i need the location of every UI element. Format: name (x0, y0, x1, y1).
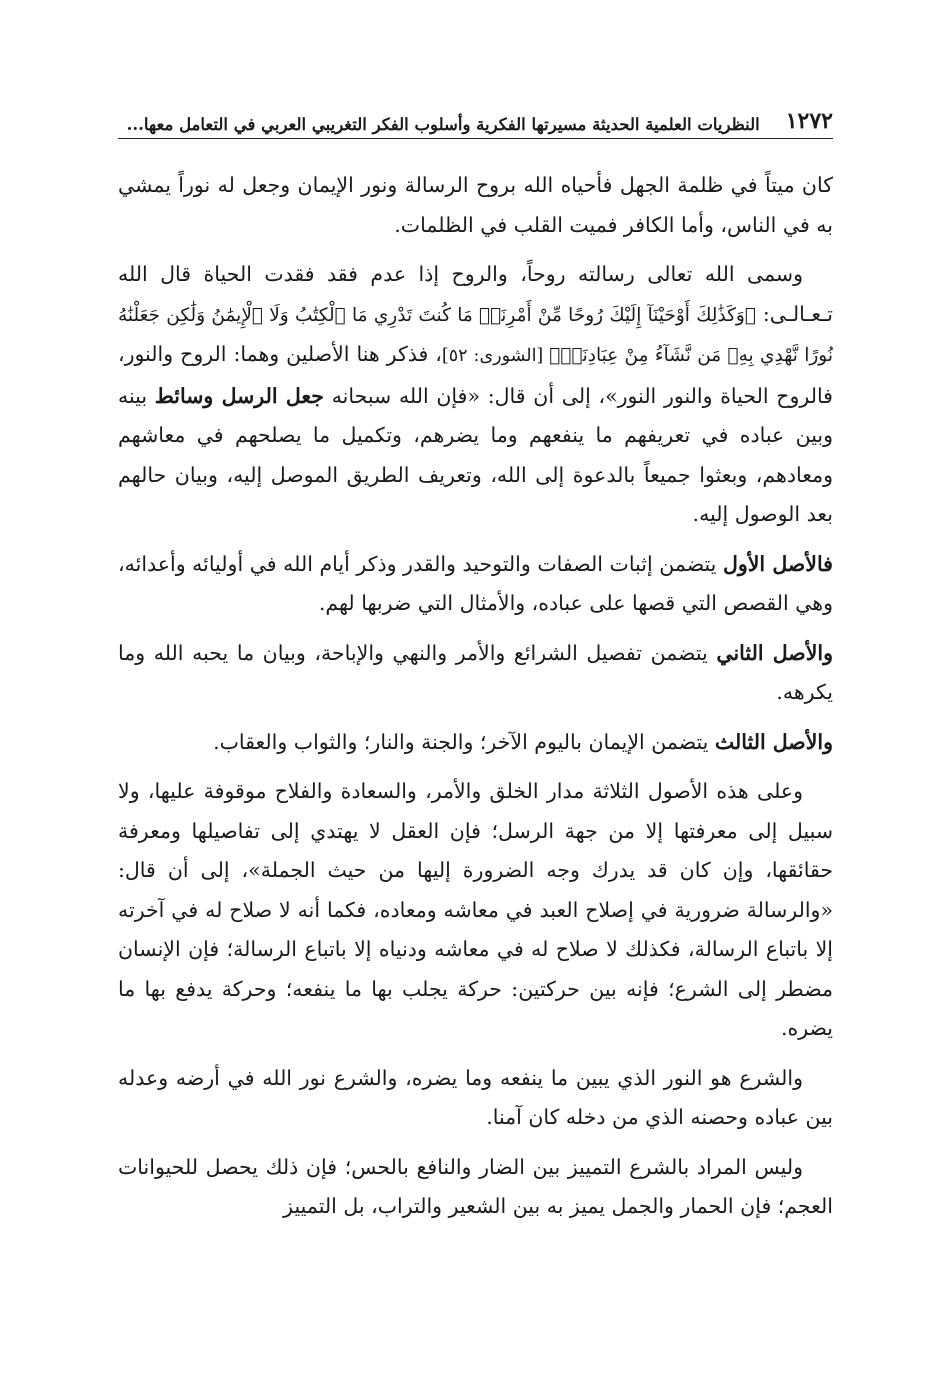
third-principle-text: يتضمن الإيمان باليوم الآخر؛ والجنة والنار؛ والثواب والعقاب. (213, 729, 715, 754)
paragraph-2 (118, 255, 833, 535)
page-header (118, 98, 833, 134)
paragraph-2-bold: جعل الرسل وسائط (154, 383, 324, 408)
running-title: النظريات العلمية الحديثة مسيرتها الفكرية وأسلوب الفكر التغريبي العربي في التعامل معها... (126, 115, 760, 134)
quran-verse: ﴿وَكَذَٰلِكَ أَوْحَيْنَآ إِلَيْكَ رُوحًا مِّنْ أَمْرِنَاۚ مَا كُنتَ تَدْرِي مَا ٱلْكِتَٰبُ وَلَا ٱلْإِيمَٰنُ وَلَٰكِن جَعَلْنَٰهُ نُورًا نَّهْدِي بِهِۦ مَن نَّشَآءُ مِنْ عِبَادِنَاۚ﴾ (118, 304, 833, 366)
paragraph-3 (118, 545, 833, 624)
paragraph-4 (118, 634, 833, 713)
paragraph-8: وليس المراد بالشرع التمييز بين الضار والنافع بالحس؛ فإن ذلك يحصل للحيوانات العجم؛ فإن الحمار والجمل يميز به بين الشعير والتراب، بل التمييز (118, 1154, 833, 1218)
first-principle-heading: فالأصل الأول (722, 551, 833, 576)
second-principle-text: يتضمن تفصيل الشرائع والأمر والنهي والإباحة، وبيان ما يحبه الله وما يكرهه. (118, 640, 833, 704)
paragraph-2-text1: ، فذكر هنا الأصلين وهما: الروح والنور، فالروح الحياة والنور النور»، إلى أن قال: «فإن الله سبحانه (118, 342, 833, 408)
paragraph-2-lead: وسمى الله تعالى رسالته روحاً، والروح إذا عدم فقد فقدت الحياة قال الله تـعـالـى: (118, 262, 833, 326)
first-principle-text: يتضمن إثبات الصفات والتوحيد والقدر وذكر أيام الله في أوليائه وأعدائه، وهي القصص التي قصها على عباده، والأمثال التي ضربها لهم. (118, 551, 833, 615)
header-divider (118, 138, 833, 139)
body-text (118, 166, 833, 1237)
page-number: ١٢٧٢ (785, 108, 833, 134)
paragraph-7: والشرع هو النور الذي يبين ما ينفعه وما يضره، والشرع نور الله في أرضه وعدله بين عباده وحصنه الذي من دخله كان آمنا. (118, 1065, 833, 1129)
paragraph-1: كان ميتاً في ظلمة الجهل فأحياه الله بروح الرسالة ونور الإيمان وجعل له نوراً يمشي به في الناس، وأما الكافر فميت القلب في الظلمات. (118, 173, 833, 237)
paragraph-2-text2: بينه وبين عباده في تعريفهم ما ينفعهم وما يضرهم، وتكميل ما يصلحهم في معاشهم ومعادهم، وبعثوا جميعاً بالدعوة إلى الله، وتعريف الطريق الموصل إليه، وبيان حالهم بعد الوصول إليه. (118, 383, 833, 526)
third-principle-heading: والأصل الثالث (714, 729, 833, 754)
paragraph-5 (118, 723, 833, 763)
verse-reference: [الشورى: ٥٢] (441, 346, 550, 366)
paragraph-6: وعلى هذه الأصول الثلاثة مدار الخلق والأمر، والسعادة والفلاح موقوفة عليها، ولا سبيل إلى معرفتها إلا من جهة الرسل؛ فإن العقل لا يهتدي إلى تفاصيلها ومعرفة حقائقها، وإن كان قد يدرك وجه الضرورة إليها من حيث الجملة»، إلى أن قال: «والرسالة ضرورية في إصلاح العبد في معاشه ومعاده، فكما أنه لا صلاح له في آخرته إلا باتباع الرسالة، فكذلك لا صلاح له في معاشه ودنياه إلا باتباع الرسالة؛ فإن الإنسان مضطر إلى الشرع؛ فإنه بين حركتين: حركة يجلب بها ما ينفعه؛ وحركة يدفع بها ما يضره. (118, 779, 833, 1040)
second-principle-heading: والأصل الثاني (716, 640, 833, 665)
